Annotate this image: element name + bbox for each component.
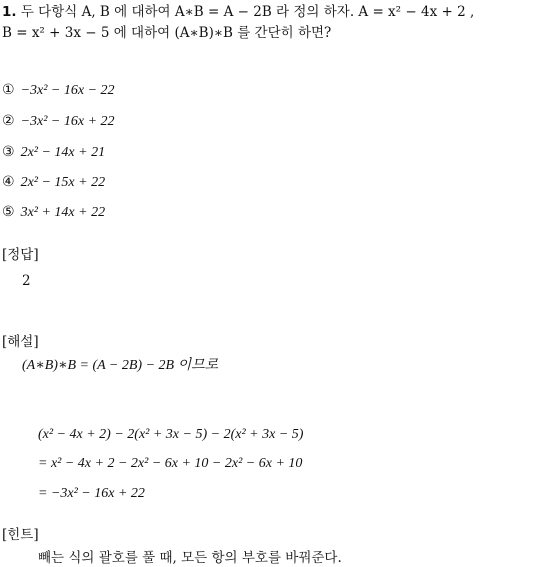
question-line-1 [2,3,474,21]
choice-4[interactable] [2,173,105,192]
choice-text: 3x² + 14x + 22 [20,205,106,220]
question-number: 1. [2,4,17,20]
choice-text: 2x² − 14x + 21 [20,145,106,160]
choice-text: −3x² − 16x + 22 [20,114,115,129]
explanation-step-2: = x² − 4x + 2 − 2x² − 6x + 10 − 2x² − 6x + 10 [38,456,303,471]
explanation-step-1: (x² − 4x + 2) − 2(x² + 3x − 5) − 2(x² + 3x − 5) [38,427,304,442]
choice-3[interactable] [2,143,105,162]
choice-2[interactable] [2,112,115,131]
question-line-2 [2,24,331,42]
choice-1[interactable] [2,81,115,100]
hint-label: [힌트] [2,527,39,543]
answer-label: [정답] [2,247,39,263]
choice-text: 2x² − 15x + 22 [20,175,106,190]
answer-value: 2 [22,273,31,289]
choice-5[interactable] [2,203,105,222]
explanation-label: [해설] [2,334,39,350]
question-text-2: B = x² + 3x − 5 에 대하여 (A∗B)∗B 를 간단히 하면? [2,25,332,41]
choice-text: −3x² − 16x − 22 [20,83,115,98]
choice-marker: ③ [2,144,15,160]
choice-marker: ② [2,113,15,129]
choice-marker: ⑤ [2,204,15,220]
explanation-intro: (A∗B)∗B = (A − 2B) − 2B 이므로 [22,358,219,373]
hint-text: 빼는 식의 괄호를 풀 때, 모든 항의 부호를 바꿔준다. [38,550,342,566]
choice-marker: ④ [2,174,15,190]
question-text-1: 두 다항식 A, B 에 대하여 A∗B = A − 2B 라 정의 하자. A = x² − 4x + 2 , [20,4,475,20]
explanation-step-3: = −3x² − 16x + 22 [38,486,145,501]
choice-marker: ① [2,82,15,98]
